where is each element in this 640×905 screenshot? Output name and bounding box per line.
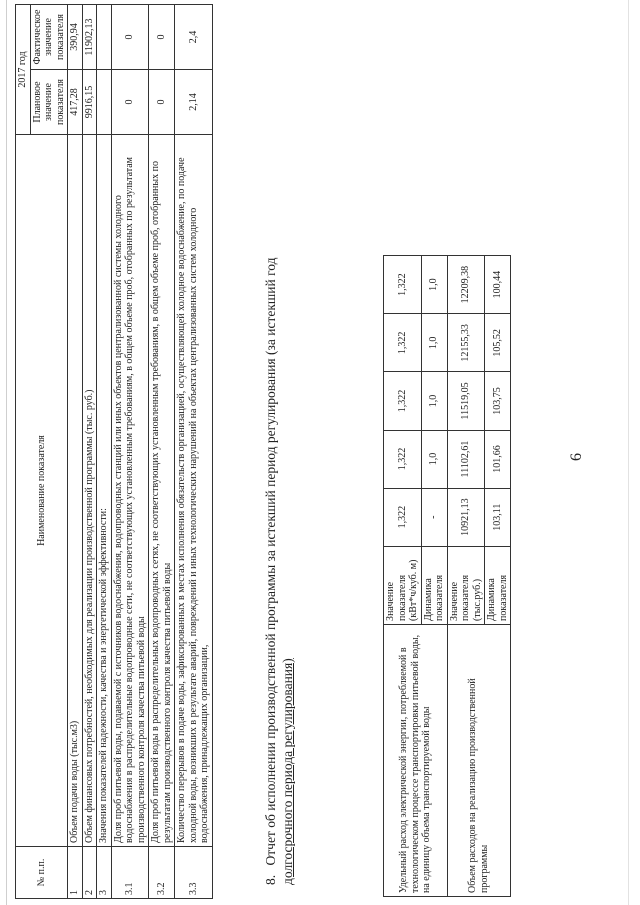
indicator-table-continued	[383, 255, 511, 897]
table-row	[82, 5, 97, 899]
cell-value: 100,44	[485, 256, 511, 314]
section-heading	[262, 25, 296, 885]
row-planned	[97, 70, 112, 135]
cell-value: 12209,38	[447, 256, 485, 314]
cell-value: 1,0	[421, 314, 447, 372]
row-name: Удельный расход электрической энергии, потребляемой в технологическом процессе транспортировки питьевой воды, на единицу объема транспортируемой воды	[384, 624, 448, 896]
row-name: Доля проб питьевой воды, подаваемой с источников водоснабжения, водопроводных станций или иных объектов централизованной системы холодного водоснабжения в распределительные водопроводные сети, не соответствующих установленным требованиям, в общем объеме проб, отобранных по результатам производственного контроля качества питьевой воды	[111, 135, 149, 847]
cell-value: 1,322	[384, 256, 422, 314]
row-name: Объем расходов на реализацию производственной программы	[447, 624, 511, 896]
cell-value: 1,0	[421, 430, 447, 488]
row-name: Значения показателей надежности, качества и энергетической эффективности:	[97, 135, 112, 847]
table-header-row	[16, 5, 31, 899]
cell-value: 1,0	[421, 256, 447, 314]
cell-value: 11102,61	[447, 430, 485, 488]
row-no: 3	[97, 847, 112, 899]
row-planned: 0	[111, 70, 149, 135]
cell-value: 1,322	[384, 372, 422, 430]
table-row	[175, 5, 213, 899]
cell-value: 101,66	[485, 430, 511, 488]
cell-value: 12155,33	[447, 314, 485, 372]
cell-value: 1,322	[384, 488, 422, 546]
row-actual	[97, 5, 112, 70]
header-actual: Фактическое значение показателя	[30, 5, 68, 70]
cell-value: 10921,13	[447, 488, 485, 546]
row-planned: 2,14	[175, 70, 213, 135]
header-name: Наименование показателя	[16, 135, 68, 847]
row-no: 3.1	[111, 847, 149, 899]
header-no: № п.п.	[16, 847, 68, 899]
row-no: 3.3	[175, 847, 213, 899]
row-sub-label: Значение показателя (тыс.руб.)	[447, 546, 485, 624]
program-report-table	[15, 4, 213, 899]
cell-value: 11519,05	[447, 372, 485, 430]
row-name: Объем подачи воды (тыс.м3)	[68, 135, 83, 847]
page-number: 6	[568, 453, 585, 461]
row-actual: 2,4	[175, 5, 213, 70]
cell-value: 1,0	[421, 372, 447, 430]
cell-value: -	[421, 488, 447, 546]
row-name: Доля проб питьевой воды в распределительных водопроводных сетях, не соответствующих установленным требованиям, в общем объеме проб, отобранных по результатам производственного контроля качества питьевой воды	[149, 135, 175, 847]
header-year: 2017 год	[16, 5, 31, 135]
section-number: 8.	[263, 874, 278, 885]
cell-value: 103,75	[485, 372, 511, 430]
cell-value: 1,322	[384, 430, 422, 488]
section-title-line1: Отчет об исполнении производственной программы за истекший период регулирования (за истекший год	[263, 257, 278, 866]
row-name: Объем финансовых потребностей, необходимых для реализации производственной программы (тыс. руб.)	[82, 135, 97, 847]
row-actual: 11902,13	[82, 5, 97, 70]
table-row	[97, 5, 112, 899]
header-planned: Плановое значение показателя	[30, 70, 68, 135]
row-actual: 390,94	[68, 5, 83, 70]
row-actual: 0	[149, 5, 175, 70]
row-sub-label: Значение показателя (кВт*ч/куб. м)	[384, 546, 422, 624]
row-name: Количество перерывов в подаче воды, зафиксированных в местах исполнения обязательств организацией, осуществляющей холодное водоснабжение, по подаче холодной воды, возникших в результате аварий, повреждений и иных технологических нарушений на объектах централизованных систем холодного водоснабжения, принадлежащих организации,	[175, 135, 213, 847]
row-no: 3.2	[149, 847, 175, 899]
table-row	[149, 5, 175, 899]
row-planned: 0	[149, 70, 175, 135]
row-no: 1	[68, 847, 83, 899]
row-sub-label: Динамика показателя	[421, 546, 447, 624]
row-planned: 417,28	[68, 70, 83, 135]
row-actual: 0	[111, 5, 149, 70]
row-planned: 9916,15	[82, 70, 97, 135]
cell-value: 105,52	[485, 314, 511, 372]
cell-value: 103,11	[485, 488, 511, 546]
section-title-line2: долгосрочного периода регулирования)	[280, 658, 295, 885]
table-row	[111, 5, 149, 899]
table-row	[68, 5, 83, 899]
table-row	[384, 256, 422, 897]
cell-value: 1,322	[384, 314, 422, 372]
row-no: 2	[82, 847, 97, 899]
row-sub-label: Динамика показателя	[485, 546, 511, 624]
table-row	[447, 256, 485, 897]
